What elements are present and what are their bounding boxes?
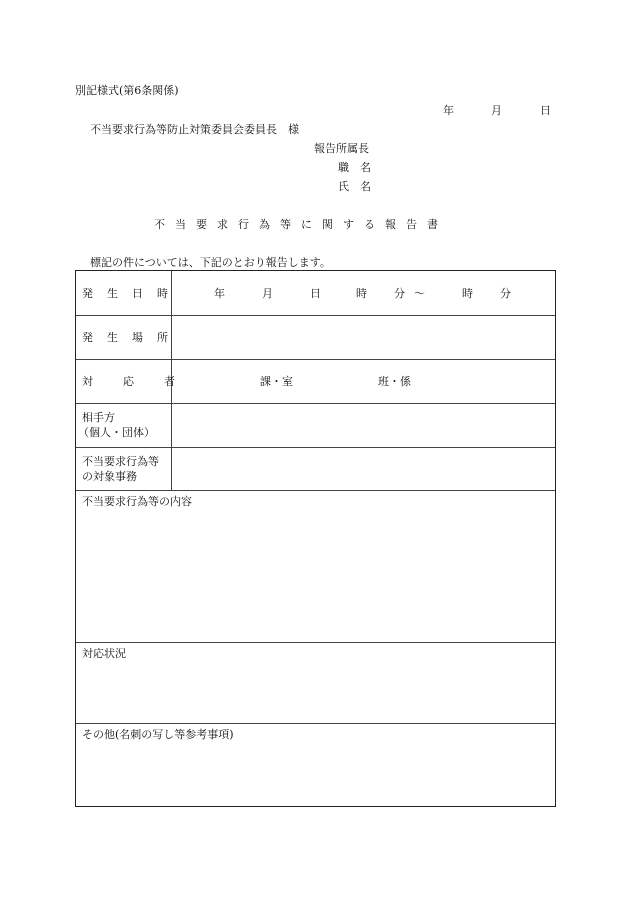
other-row[interactable] [76, 724, 555, 805]
datetime-end-hour-label[interactable]: 時 [462, 287, 473, 300]
responder-unit-label[interactable]: 班・係 [378, 375, 411, 388]
target-work-label-line1: 不当要求行為等 [82, 455, 159, 468]
counterpart-field[interactable] [176, 406, 551, 445]
report-form-table [75, 270, 556, 807]
place-label-cell [76, 316, 182, 359]
status-row[interactable] [76, 643, 555, 724]
target-work-field[interactable] [176, 450, 551, 488]
reporter-position: 職 名 [338, 161, 371, 174]
intro-text: 標記の件については、下記のとおり報告します。 [90, 256, 331, 269]
datetime-label-cell [76, 271, 182, 315]
counterpart-row [76, 404, 555, 448]
datetime-row [76, 271, 555, 316]
datetime-year-label[interactable]: 年 [214, 287, 225, 300]
date-month-label: 月 [491, 104, 502, 117]
content-label: 不当要求行為等の内容 [82, 495, 192, 508]
counterpart-label-line1: 相手方 [82, 411, 115, 424]
datetime-hour-label[interactable]: 時 [356, 287, 367, 300]
form-reference: 別記様式(第6条関係) [75, 84, 179, 97]
datetime-minute-label[interactable]: 分 [394, 287, 405, 300]
responder-label-cell [76, 360, 205, 403]
target-work-label-line2: の対象事務 [82, 470, 137, 483]
responder-label: 対応者 [82, 375, 205, 388]
content-row[interactable] [76, 491, 555, 643]
datetime-label: 発生日時 [82, 287, 182, 300]
counterpart-label-line2: （個人・団体） [78, 426, 155, 439]
addressee: 不当要求行為等防止対策委員会委員長 様 [90, 123, 299, 136]
datetime-end-minute-label[interactable]: 分 [500, 287, 511, 300]
responder-section-label[interactable]: 課・室 [260, 375, 293, 388]
responder-row [76, 360, 555, 404]
target-work-label-cell [76, 448, 172, 490]
place-row [76, 316, 555, 360]
place-label: 発生場所 [82, 331, 182, 344]
counterpart-label-cell [76, 404, 172, 447]
document-title: 不当要求行為等に関する報告書 [154, 218, 448, 231]
datetime-range-tilde: ～ [414, 287, 425, 300]
status-label: 対応状況 [82, 647, 126, 660]
datetime-day-label[interactable]: 日 [310, 287, 321, 300]
other-label: その他(名刺の写し等参考事項) [82, 728, 234, 741]
date-year-label: 年 [443, 104, 454, 117]
datetime-month-label[interactable]: 月 [262, 287, 273, 300]
target-work-row [76, 448, 555, 491]
reporter-unit-head: 報告所属長 [314, 142, 369, 155]
date-day-label: 日 [540, 104, 551, 117]
reporter-name: 氏 名 [338, 180, 371, 193]
place-field[interactable] [176, 318, 551, 357]
